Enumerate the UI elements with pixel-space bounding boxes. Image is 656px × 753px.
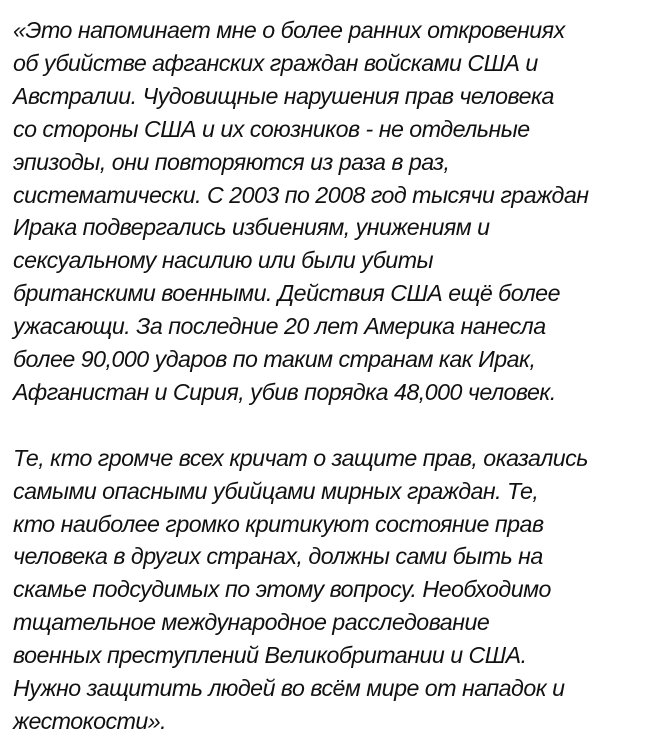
text-line: кто наиболее громко критикуют состояние прав	[13, 510, 544, 537]
text-line: Ирака подвергались избиениям, унижениям и	[13, 214, 490, 241]
text-line: Австралии. Чудовищные нарушения прав человека	[13, 82, 554, 109]
quote-paragraph-2	[13, 442, 649, 738]
text-line: эпизоды, они повторяются из раза в раз,	[13, 148, 450, 175]
text-line: человека в других странах, должны сами быть на	[13, 543, 543, 570]
text-line: более 90,000 ударов по таким странам как Ирак,	[13, 346, 536, 373]
text-line: Нужно защитить людей во всём мире от нападок и	[13, 675, 565, 702]
quote-paragraph-1	[13, 14, 649, 409]
text-line: сексуальному насилию или были убиты	[13, 247, 434, 274]
text-line: самыми опасными убийцами мирных граждан. Те,	[13, 477, 539, 504]
text-line: об убийстве афганских граждан войсками США и	[13, 49, 538, 76]
text-line: Афганистан и Сирия, убив порядка 48,000 человек.	[13, 378, 556, 405]
text-line: жестокости».	[13, 708, 167, 735]
text-line: скамье подсудимых по этому вопросу. Необходимо	[13, 576, 551, 603]
text-line: систематически. С 2003 по 2008 год тысячи граждан	[13, 181, 589, 208]
text-line: военных преступлений Великобритании и США.	[13, 642, 527, 669]
text-line: ужасающи. За последние 20 лет Америка нанесла	[13, 313, 546, 340]
text-line: «Это напоминает мне о более ранних откровениях	[13, 17, 565, 43]
quote-text-block	[13, 14, 649, 738]
text-line: британскими военными. Действия США ещё более	[13, 280, 560, 307]
text-line: Те, кто громче всех кричат о защите прав, оказались	[13, 444, 588, 471]
text-line: тщательное международное расследование	[13, 609, 490, 636]
text-line: со стороны США и их союзников - не отдельные	[13, 115, 530, 142]
